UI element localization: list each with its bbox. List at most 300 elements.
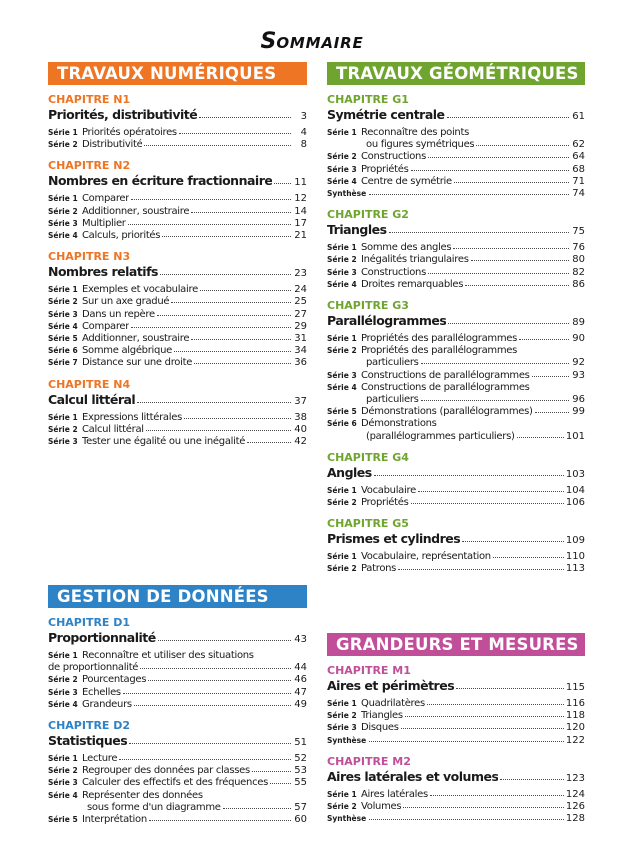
serie-label: Série 4 — [48, 790, 78, 800]
toc-item — [327, 254, 585, 266]
page-number: 57 — [294, 801, 307, 813]
page-number: 36 — [294, 357, 307, 369]
page-number: 29 — [294, 320, 307, 332]
section-grandeurs-mesures — [327, 633, 585, 825]
item-text: Quadrilatères — [361, 698, 425, 709]
toc-item-line1 — [327, 127, 585, 139]
page-number: 89 — [572, 317, 585, 329]
toc-item-line1 — [327, 418, 585, 430]
section-title: GESTION DE DONNÉES — [57, 587, 269, 606]
toc-item-line2 — [48, 802, 307, 814]
toc-item — [327, 333, 585, 345]
chapter-title-row — [327, 769, 585, 787]
item-text: Reconnaître et utiliser des situations — [82, 650, 254, 661]
toc-item-line2 — [48, 662, 307, 674]
item-text: Patrons — [361, 563, 397, 575]
chapter-title-row — [327, 531, 585, 549]
toc-item — [327, 370, 585, 382]
chapter-title: Calcul littéral — [48, 391, 136, 407]
page-number: 110 — [565, 551, 585, 563]
chapter-code: CHAPITRE N3 — [48, 250, 131, 264]
page-number: 116 — [565, 698, 585, 709]
chapter-title-row — [48, 264, 307, 282]
page-number: 82 — [572, 266, 585, 278]
leader-dots — [465, 285, 569, 286]
serie-label: Série 2 — [327, 498, 357, 508]
leader-dots — [411, 170, 569, 171]
item-text: Somme algébrique — [82, 345, 172, 357]
leader-dots — [191, 339, 291, 340]
leader-dots — [128, 224, 291, 225]
leader-dots — [149, 820, 291, 821]
toc-item — [327, 710, 585, 722]
item-text: Propriétés — [361, 497, 409, 509]
toc-item — [327, 722, 585, 734]
toc-item-line2 — [327, 139, 585, 151]
page-number: 93 — [572, 369, 585, 381]
chapter-title: Prismes et cylindres — [327, 531, 461, 547]
section-grandeurs-mesures-header — [327, 633, 585, 656]
chapter-title: Proportionnalité — [48, 630, 156, 645]
toc-item — [327, 485, 585, 497]
page-number: 62 — [572, 139, 585, 151]
page-number: 31 — [294, 333, 307, 345]
leader-dots — [146, 430, 291, 431]
page-number: 49 — [294, 698, 307, 710]
leader-dots — [403, 807, 564, 808]
chapter-title-row — [48, 107, 307, 125]
page-number: 4 — [300, 127, 307, 138]
toc-item — [48, 218, 307, 230]
chapter — [48, 719, 307, 826]
leader-dots — [401, 728, 564, 729]
page-number: 124 — [565, 788, 585, 800]
synthese-label: Synthèse — [327, 735, 367, 745]
leader-dots — [476, 145, 569, 146]
serie-label: Série 2 — [48, 424, 78, 434]
page-number: 99 — [572, 406, 585, 418]
chapter-code: CHAPITRE D1 — [48, 616, 131, 629]
toc-item — [48, 193, 307, 205]
page-number: 24 — [294, 284, 307, 296]
leader-dots — [421, 363, 569, 364]
item-text: Exemples et vocabulaire — [82, 284, 198, 296]
toc-item — [327, 406, 585, 418]
chapter-title-row — [48, 173, 307, 191]
serie-label: Série 3 — [327, 723, 357, 733]
leader-dots — [119, 759, 291, 760]
item-text: Pourcentages — [82, 674, 147, 686]
leader-dots — [405, 716, 564, 717]
leader-dots — [430, 795, 564, 796]
item-text-continued: particuliers — [366, 394, 419, 406]
leader-dots — [493, 557, 564, 558]
leader-dots — [247, 442, 291, 443]
page-title-rest: OMMAIRE — [276, 34, 364, 52]
page-number: 60 — [294, 814, 307, 826]
page-number: 106 — [565, 497, 585, 509]
serie-label: Série 2 — [327, 152, 357, 162]
chapter-title-row — [327, 313, 585, 331]
toc-item — [48, 814, 307, 826]
page-number: 61 — [572, 111, 585, 122]
page-number: 52 — [294, 753, 307, 765]
leader-dots — [453, 248, 569, 249]
serie-label: Série 3 — [327, 267, 357, 277]
chapter-title: Triangles — [327, 222, 387, 238]
item-text-continued: sous forme d'un diagramme — [87, 801, 221, 813]
chapter-title: Nombres relatifs — [48, 264, 158, 280]
toc-item — [48, 699, 307, 711]
leader-dots — [517, 437, 564, 438]
chapter-title: Angles — [327, 464, 372, 480]
serie-label: Série 5 — [48, 334, 78, 344]
serie-label: Série 3 — [327, 370, 357, 380]
item-text: Reconnaître des points — [361, 127, 469, 138]
page-number: 8 — [300, 139, 307, 151]
toc-item — [327, 151, 585, 163]
leader-dots — [174, 351, 291, 352]
leader-dots — [535, 412, 569, 413]
item-text: Vocabulaire, représentation — [361, 551, 491, 563]
toc-item — [48, 139, 307, 151]
serie-label: Série 5 — [327, 407, 357, 417]
toc-item — [327, 345, 585, 369]
serie-label: Série 2 — [327, 255, 357, 265]
section-title: TRAVAUX GÉOMÉTRIQUES — [336, 64, 579, 83]
item-text: Disques — [361, 722, 399, 734]
serie-label: Série 1 — [327, 243, 357, 253]
toc-item — [48, 284, 307, 296]
serie-label: Série 4 — [48, 699, 78, 709]
page-number: 103 — [565, 468, 585, 480]
page-number: 17 — [294, 217, 307, 229]
serie-label: Série 1 — [327, 334, 357, 344]
toc-item — [327, 789, 585, 801]
chapter-list — [327, 93, 585, 576]
toc-item-line1 — [48, 790, 307, 802]
item-text: Démonstrations (parallélogrammes) — [361, 406, 533, 418]
section-travaux-numeriques-header — [48, 62, 307, 85]
chapter-code: CHAPITRE G3 — [327, 299, 409, 313]
section-title: TRAVAUX NUMÉRIQUES — [57, 64, 277, 83]
toc-item — [327, 382, 585, 406]
leader-dots — [398, 569, 564, 570]
chapter-title-row — [48, 392, 307, 410]
leader-dots — [123, 693, 291, 694]
item-text: Droites remarquables — [361, 278, 464, 290]
item-text: Vocabulaire — [361, 484, 416, 496]
chapter — [48, 159, 307, 242]
leader-dots — [454, 182, 569, 183]
toc-item — [48, 230, 307, 242]
leader-dots — [171, 302, 291, 303]
leader-dots — [131, 199, 291, 200]
leader-dots — [252, 771, 291, 772]
serie-label: Série 1 — [327, 485, 357, 495]
serie-label: Série 3 — [48, 687, 78, 697]
page-number: 37 — [294, 395, 307, 407]
section-gestion-donnees — [48, 585, 307, 826]
leader-dots — [274, 183, 291, 184]
page-number: 104 — [565, 484, 585, 496]
item-text: Comparer — [82, 193, 130, 205]
page-number: 109 — [565, 535, 585, 547]
item-text-continued: de proportionnalité — [48, 662, 139, 674]
toc-item — [48, 412, 307, 424]
chapter-title: Symétrie centrale — [327, 107, 445, 122]
toc-item — [48, 674, 307, 686]
toc-item-line2 — [327, 431, 585, 443]
leader-dots — [411, 503, 564, 504]
serie-label: Série 3 — [327, 164, 357, 174]
leader-dots — [270, 783, 291, 784]
toc-item — [327, 242, 585, 254]
page-number: 71 — [572, 175, 585, 187]
serie-label: Série 2 — [327, 711, 357, 721]
chapter-title: Aires latérales et volumes — [327, 768, 499, 784]
section-title: GRANDEURS ET MESURES — [336, 635, 579, 654]
synthese-label: Synthèse — [327, 814, 367, 824]
toc-item-line1 — [48, 650, 307, 662]
chapter-code: CHAPITRE G4 — [327, 450, 409, 464]
item-text: Constructions — [361, 151, 426, 163]
item-text: Propriétés des parallélogrammes — [361, 345, 518, 357]
toc-item — [48, 206, 307, 218]
page-number: 14 — [294, 205, 307, 217]
item-text: Volumes — [361, 801, 402, 813]
serie-label: Série 3 — [48, 437, 78, 447]
item-text: Distributivité — [82, 139, 143, 151]
serie-label: Série 6 — [327, 419, 357, 429]
item-text: Interprétation — [82, 814, 147, 826]
serie-label: Série 3 — [48, 309, 78, 319]
item-text: Distance sur une droite — [82, 357, 193, 369]
serie-label: Série 2 — [327, 802, 357, 812]
chapter — [48, 378, 307, 449]
leader-dots — [428, 157, 569, 158]
serie-label: Série 2 — [327, 346, 357, 356]
item-text: Multiplier — [82, 217, 126, 229]
serie-label: Série 6 — [48, 346, 78, 356]
section-travaux-geometriques — [327, 62, 585, 576]
leader-dots — [389, 232, 569, 233]
page-number: 53 — [294, 765, 307, 777]
chapter — [327, 664, 585, 747]
chapter-title-row — [48, 733, 307, 751]
leader-dots — [427, 704, 564, 705]
page-number: 113 — [565, 563, 585, 575]
item-text: Tester une égalité ou une inégalité — [82, 436, 246, 448]
leader-dots — [471, 260, 569, 261]
page-number: 76 — [572, 242, 585, 254]
serie-label: Série 2 — [48, 297, 78, 307]
page-number: 3 — [300, 111, 307, 122]
toc-item — [48, 345, 307, 357]
page-number: 123 — [565, 772, 585, 784]
item-text: Additionner, soustraire — [82, 333, 190, 345]
page-number: 118 — [565, 710, 585, 722]
leader-dots — [447, 117, 569, 118]
leader-dots — [144, 145, 291, 146]
item-text: Centre de symétrie — [361, 175, 452, 187]
chapter-title: Parallélogrammes — [327, 313, 447, 329]
chapter — [48, 93, 307, 151]
chapter-code: CHAPITRE M2 — [327, 754, 411, 768]
serie-label: Série 1 — [48, 128, 78, 137]
item-text: Aires latérales — [361, 788, 428, 800]
toc-item — [327, 563, 585, 575]
leader-dots — [191, 212, 291, 213]
chapter-code: CHAPITRE N2 — [48, 159, 131, 173]
chapter-code: CHAPITRE N4 — [48, 377, 131, 391]
leader-dots — [137, 402, 291, 403]
leader-dots — [223, 808, 291, 809]
item-text: Comparer — [82, 320, 130, 332]
item-text: Additionner, soustraire — [82, 205, 190, 217]
toc-item-line1 — [327, 345, 585, 357]
page-number: 92 — [572, 357, 585, 369]
toc-item — [327, 551, 585, 563]
page-number: 68 — [572, 163, 585, 175]
item-text: Propriétés — [361, 163, 409, 175]
chapter-list — [48, 93, 307, 448]
page-number: 120 — [565, 722, 585, 734]
leader-dots — [369, 819, 564, 820]
item-text: Grandeurs — [82, 698, 132, 710]
chapter-title: Priorités, distributivité — [48, 107, 198, 122]
item-text: Somme des angles — [361, 242, 452, 254]
serie-label: Série 4 — [327, 176, 357, 186]
toc-item — [327, 801, 585, 813]
chapter-code: CHAPITRE M1 — [327, 664, 411, 677]
page-number: 101 — [565, 430, 585, 442]
chapter-title-row — [327, 222, 585, 240]
item-text: Sur un axe gradué — [82, 296, 170, 308]
item-text: Représenter des données — [82, 789, 203, 801]
leader-dots — [374, 475, 564, 476]
serie-label: Série 4 — [48, 321, 78, 331]
chapter — [327, 451, 585, 509]
serie-label: Série 3 — [48, 778, 78, 788]
toc-item — [48, 357, 307, 369]
page-number: 12 — [294, 193, 307, 205]
toc-item — [48, 765, 307, 777]
section-gestion-donnees-header — [48, 585, 307, 608]
leader-dots — [421, 400, 569, 401]
leader-dots — [134, 705, 291, 706]
chapter-title: Aires et périmètres — [327, 678, 455, 693]
page-title — [0, 18, 624, 56]
leader-dots — [428, 273, 569, 274]
chapter-list — [48, 616, 307, 826]
chapter — [327, 517, 585, 575]
page-number: 38 — [294, 411, 307, 423]
item-text-continued: particuliers — [366, 357, 419, 369]
leader-dots — [158, 640, 291, 641]
leader-dots — [456, 688, 564, 689]
chapter-code: CHAPITRE D2 — [48, 719, 131, 733]
toc-item — [327, 267, 585, 279]
leader-dots — [131, 327, 291, 328]
toc-item — [327, 418, 585, 442]
toc-item — [48, 424, 307, 436]
page-number: 90 — [572, 333, 585, 345]
serie-label: Série 2 — [48, 766, 78, 776]
serie-label: Série 1 — [327, 699, 357, 708]
chapter-title-row — [327, 678, 585, 696]
serie-label: Série 1 — [48, 651, 78, 660]
item-text: Triangles — [361, 710, 403, 722]
item-text-continued: ou figures symétriques — [366, 139, 475, 151]
page-number: 42 — [294, 436, 307, 448]
toc-item — [48, 436, 307, 448]
leader-dots — [160, 274, 291, 275]
item-text: Inégalités triangulaires — [361, 254, 469, 266]
page-number: 80 — [572, 254, 585, 266]
leader-dots — [448, 323, 569, 324]
toc-item — [48, 777, 307, 789]
toc-item — [327, 164, 585, 176]
leader-dots — [519, 339, 569, 340]
page-number: 11 — [294, 177, 307, 189]
serie-label: Série 4 — [327, 382, 357, 392]
serie-label: Série 1 — [48, 754, 78, 764]
toc-item — [327, 813, 585, 825]
page-number: 47 — [294, 686, 307, 698]
toc-item-line2 — [327, 394, 585, 406]
toc-item — [48, 296, 307, 308]
serie-label: Série 1 — [327, 789, 357, 799]
chapter-title: Nombres en écriture fractionnaire — [48, 173, 273, 189]
page-number: 34 — [294, 345, 307, 357]
synthese-label: Synthèse — [327, 189, 367, 199]
item-text: Lecture — [82, 753, 118, 765]
chapter — [327, 93, 585, 200]
leader-dots — [184, 418, 291, 419]
toc-item — [327, 497, 585, 509]
chapter-title-row — [327, 465, 585, 483]
chapter — [327, 755, 585, 826]
leader-dots — [148, 680, 291, 681]
page-number: 64 — [572, 151, 585, 163]
leader-dots — [369, 194, 569, 195]
leader-dots — [418, 491, 564, 492]
page-number: 46 — [294, 674, 307, 686]
page-number: 122 — [565, 734, 585, 746]
toc-item — [48, 650, 307, 674]
toc-item — [48, 687, 307, 699]
section-travaux-numeriques — [48, 62, 307, 448]
serie-label: Série 1 — [48, 194, 78, 204]
item-text: Regrouper des données par classes — [82, 765, 250, 777]
serie-label: Série 4 — [327, 279, 357, 289]
toc-item — [48, 333, 307, 345]
chapter-title-row — [48, 630, 307, 648]
leader-dots — [369, 741, 564, 742]
page-number: 115 — [565, 682, 585, 693]
page-number: 27 — [294, 308, 307, 320]
toc-item-line1 — [327, 382, 585, 394]
item-text: Dans un repère — [82, 308, 155, 320]
page-number: 25 — [294, 296, 307, 308]
toc-item — [327, 176, 585, 188]
page-number: 55 — [294, 777, 307, 789]
serie-label: Série 1 — [327, 128, 357, 137]
chapter-code: CHAPITRE N1 — [48, 93, 131, 106]
leader-dots — [179, 133, 291, 134]
page-number: 21 — [294, 230, 307, 242]
